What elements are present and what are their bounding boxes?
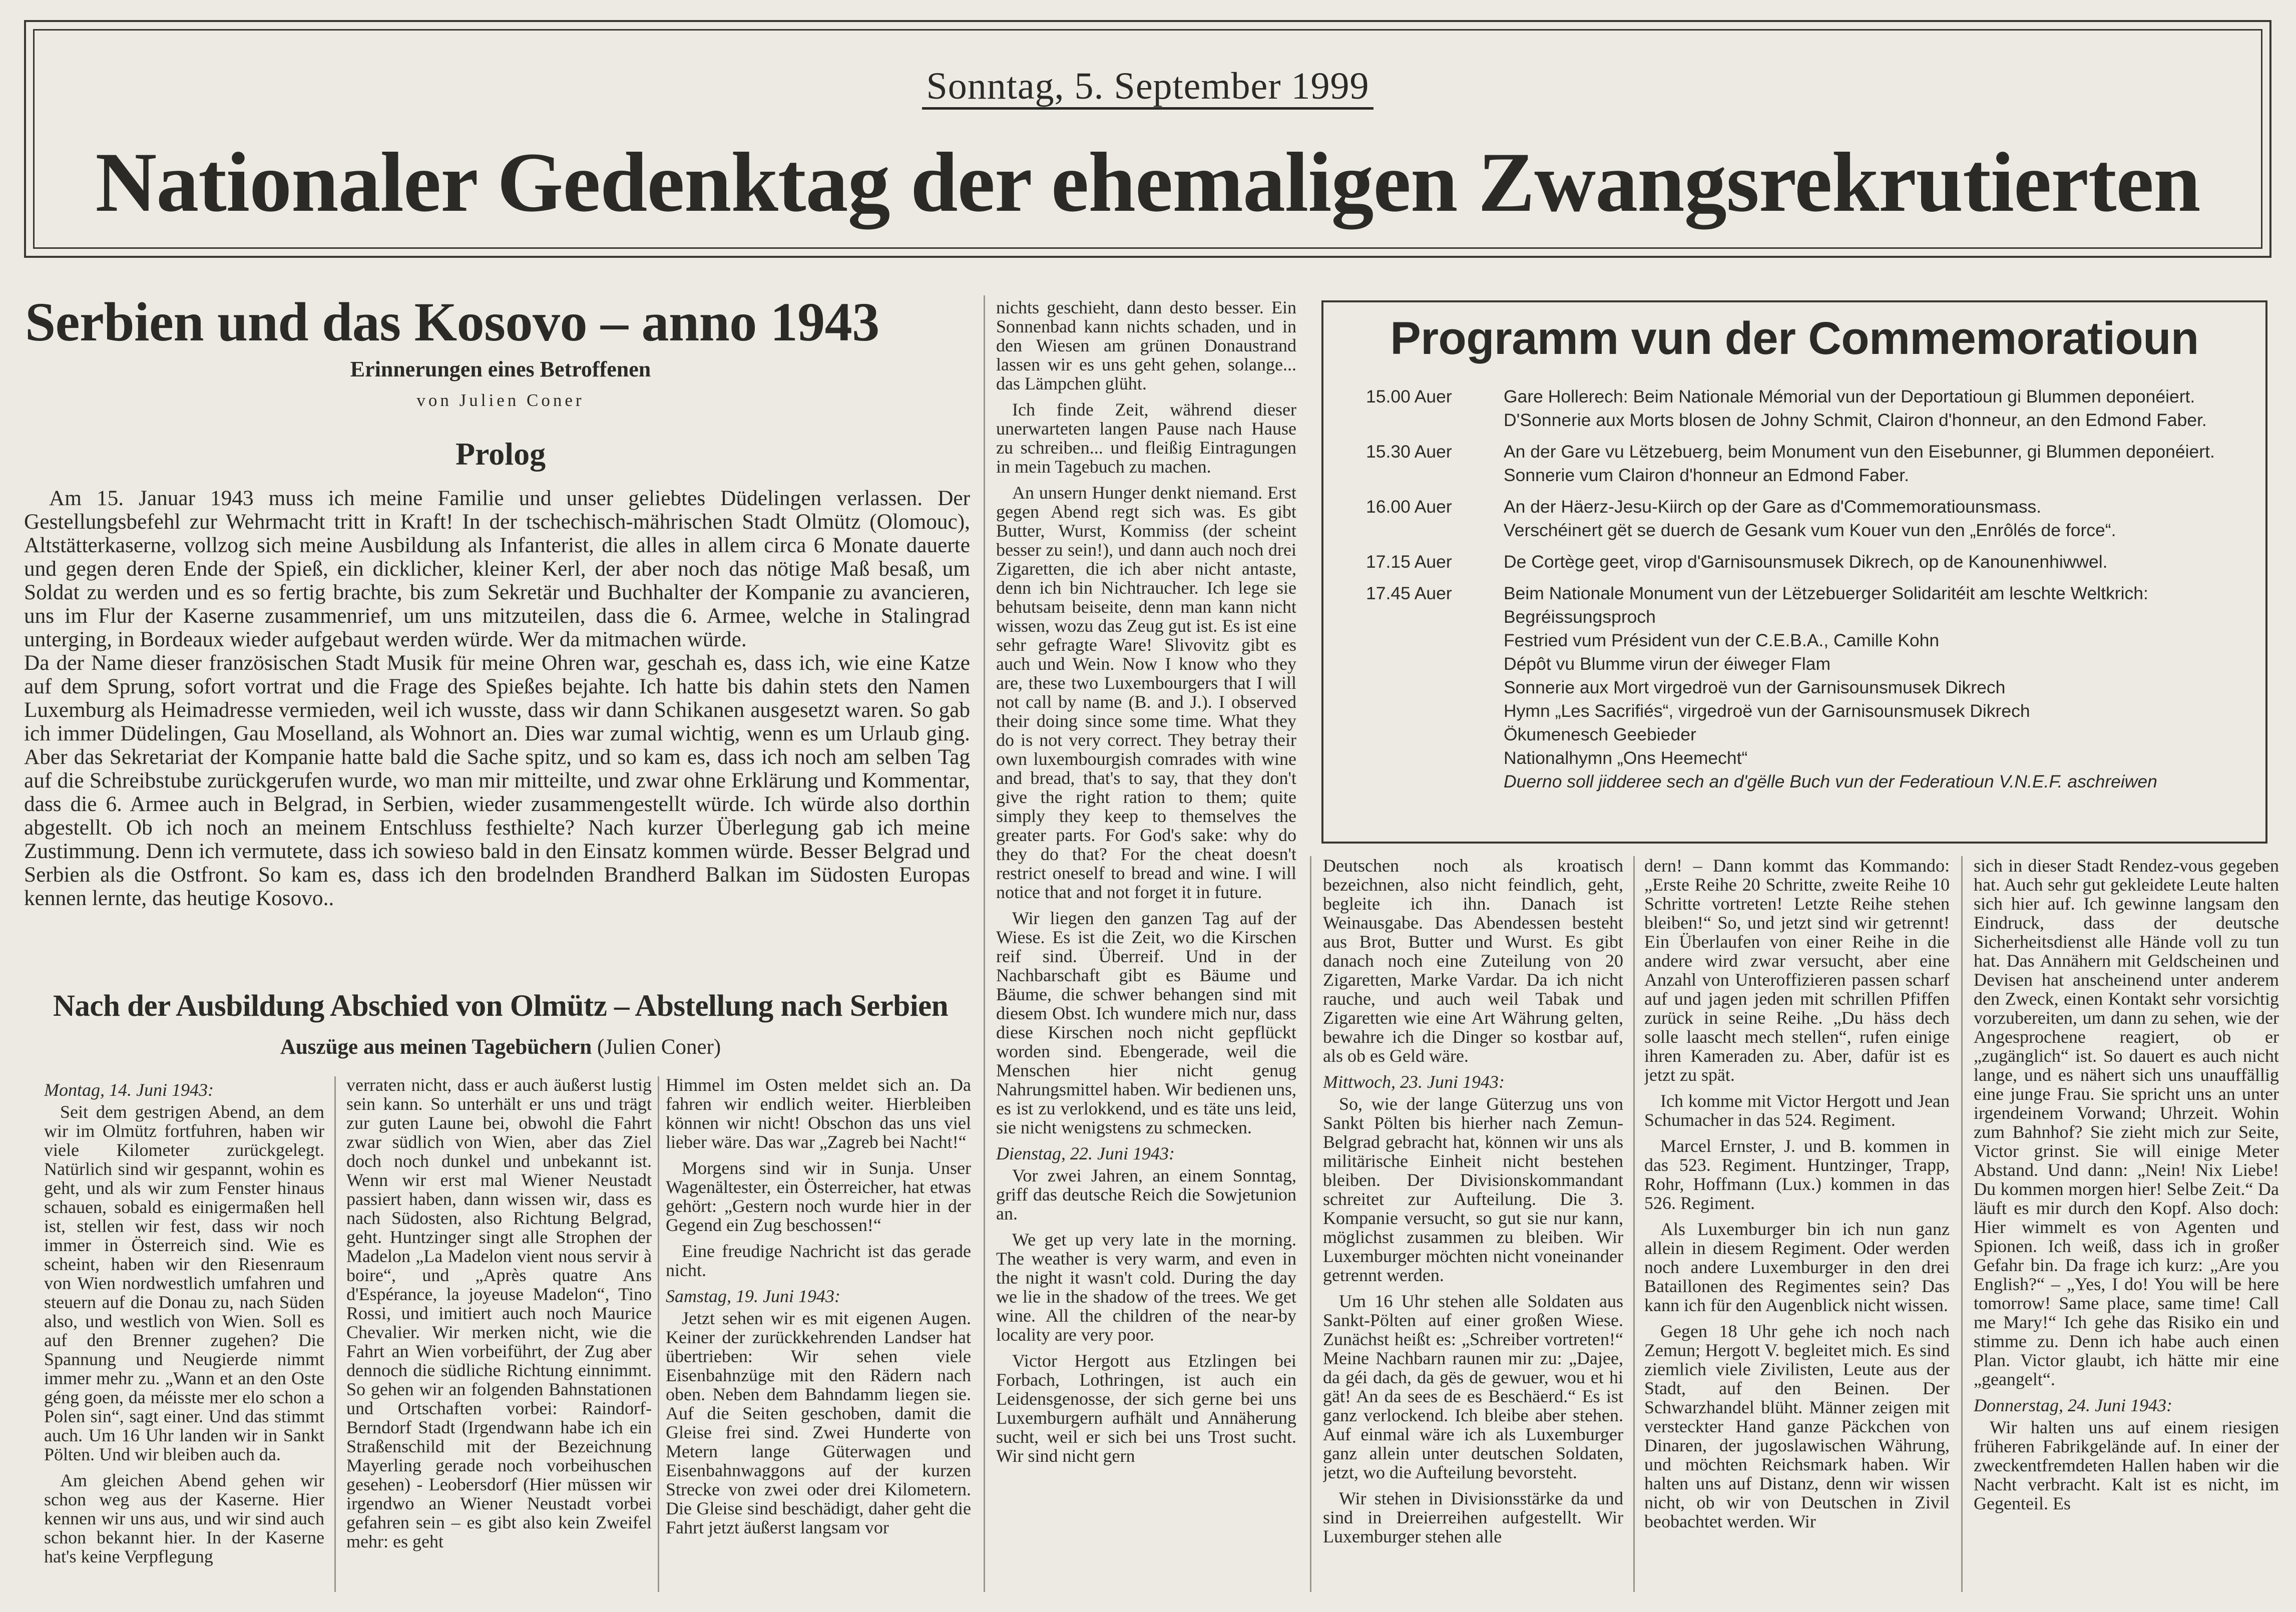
program-line: Festried vum Président vun der C.E.B.A., Camille Kohn (1504, 630, 1940, 650)
paragraph: Ich komme mit Victor Hergott und Jean Schumacher in das 524. Regiment. (1644, 1091, 1950, 1130)
paragraph: Um 16 Uhr stehen alle Soldaten aus Sankt-Pölten auf einer großen Wiese. Zunächst heißt es: „Schreiber vortreten!“ Meine Nachbarn raunen mir zu: „Dajee, da géi dach, da gës de gewuer, wou et hi gät! An da sees de es Beschäerd.“ Es ist ganz verlockend. Ich bleibe aber stehen. Auf einmal wäre ich als Luxemburger ganz allein unter deutschen Soldaten, jetzt, wo die Aufteilung bevorsteht. (1323, 1291, 1623, 1482)
paragraph: We get up very late in the morning. The weather is very warm, and even in the night it wasn't cold. During the day we lie in the shadow of the trees. We get wine. All the children of the near-by locality are very poor. (996, 1230, 1296, 1345)
column-divider (1310, 856, 1311, 1592)
paragraph: So, wie der lange Güterzug uns von Sankt Pölten bis hierher nach Zemun-Belgrad gebracht hat, können wir uns als militärische Einheit nicht bestehen bleiben. Der Divisionskommandant schreitet zur Aufteilung. Die 3. Kompanie versucht, so gut sie nur kann, möglichst zusammen zu bleiben. Wir Luxemburger möchten nicht voneinander getrennt werden. (1323, 1094, 1623, 1285)
prolog-paragraph: Am 15. Januar 1943 muss ich meine Familie und unser geliebtes Düdelingen verlassen. Der Gestellungsbefehl zur Wehrmacht tritt in Kraft! In der tschechisch-mährischen Stadt Olmütz (Olomouc), Altstätterkaserne, vollzog sich meine Ausbildung als Infanterist, die alles in allem circa 6 Monate dauerte und gegen deren Ende der Spieß, ein dicklicher, kleiner Kerl, der aber noch das nötige Maß besaß, um Soldat zu werden und es so fertig brachte, bis zum Sekretär und Buchhalter der Kompanie zu avancieren, uns im Flur der Kaserne zusammenrief, um uns mitzuteilen, dass die 6. Armee, welche in Stalingrad unterging, in Bordeaux wieder aufgebaut werden würde. Wer da mitmachen würde. (24, 486, 970, 651)
paragraph: Victor Hergott aus Etzlingen bei Forbach, Lothringen, ist auch ein Leidensgenosse, der sich gerne bei uns Luxemburgern aufhält und Annäherung sucht, weil er sich bei uns Trost sucht. Wir sind nicht gern (996, 1351, 1296, 1466)
column-divider (984, 295, 985, 1592)
paragraph: Am gleichen Abend gehen wir schon weg aus der Kaserne. Hier kennen wir uns aus, und wir sind auch schon bekannt hier. In der Kaserne hat's keine Verpflegung (44, 1470, 324, 1566)
column-divider (334, 1076, 336, 1592)
paragraph: Wir liegen den ganzen Tag auf der Wiese. Es ist die Zeit, wo die Kirschen reif sind. Überreif. Und in der Nachbarschaft gibt es Bäume und Bäume, die schwer behangen sind mit diesem Obst. Ich wundere mich nur, dass diese Kirschen noch nicht gepflückt worden sind. Ebengerade, weil die Menschen hier nicht genug Nahrungsmittel haben. Wir bedienen uns, es ist zu verlokkend, und es täte uns leid, sie nicht wenigstens zu schmecken. (996, 908, 1296, 1137)
paragraph: Himmel im Osten meldet sich an. Da fahren wir endlich weiter. Hierbleiben können wir nicht! Obschon das uns viel lieber wäre. Das war „Zagreb bei Nacht!“ (666, 1075, 971, 1152)
paragraph: Als Luxemburger bin ich nun ganz allein in diesem Regiment. Oder werden noch andere Luxemburger in den drei Bataillonen des Regimentes sein? Das kann ich für den Augenblick nicht wissen. (1644, 1219, 1950, 1315)
article-column-6 (1644, 856, 1950, 1597)
program-item (1366, 385, 2247, 432)
program-line: Dépôt vu Blumme virun der éiweger Flam (1504, 654, 1831, 674)
masthead (24, 20, 2271, 258)
paragraph: nichts geschieht, dann desto besser. Ein Sonnenbad kann nichts schaden, und in den Wiesen am grünen Donaustrand lassen wir es uns geht gehen, solange... das Lämpchen glüht. (996, 298, 1296, 393)
column-divider (658, 1076, 659, 1592)
section-subheading-author: (Julien Coner) (597, 1035, 721, 1059)
section-subheading (30, 1035, 971, 1059)
article-column-4 (996, 298, 1296, 1597)
program-line: Ökumenesch Geebieder (1504, 724, 1696, 744)
program-description (1504, 582, 2247, 793)
article-column-5 (1323, 856, 1623, 1597)
dateline: Montag, 14. Juni 1943: (44, 1080, 214, 1100)
masthead-date-text: Sonntag, 5. September 1999 (922, 65, 1373, 110)
article-column-2 (346, 1075, 652, 1596)
program-item (1366, 582, 2247, 793)
program-title: Programm vun der Commemoratioun (1390, 313, 2199, 364)
paragraph: verraten nicht, dass er auch äußerst lustig sein kann. So unterhält er uns und trägt zur guten Laune bei, obwohl die Fahrt zwar südlich von Wien, aber das Ziel doch noch dunkel und unbekannt ist. Wenn wir erst mal Wiener Neustadt passiert haben, dann wissen wir, dass es nach Südosten, also Richtung Belgrad, geht. Huntzinger singt alle Strophen der Madelon „La Madelon vient nous servir à boire“, und „Après quatre Ans d'Espérance, la joyeuse Madelon“, Tino Rossi, und imitiert auch noch Maurice Chevalier. Wir merken nicht, wie die Fahrt an Wien vorbeiführt, der Zug aber dennoch die südliche Richtung einnimmt. So gehen wir an folgenden Bahnstationen und Ortschaften vorbei: Raindorf-Berndorf Stadt (Irgendwann habe ich ein Straßenschild mit der Bezeichnung Mayerling gerade noch vorbeihuschen gesehen) - Leobersdorf (Hier müssen wir irgendwo an Wiener Neustadt vorbei gefahren sein – es gibt also kein Zweifel mehr: es geht (346, 1075, 652, 1551)
program-line: Beim Nationale Monument vun der Lëtzebuerger Solidaritéit am leschte Weltkrich: (1504, 583, 2148, 603)
program-time: 15.00 Auer (1366, 386, 1452, 407)
paragraph: Vor zwei Jahren, an einem Sonntag, griff das deutsche Reich die Sowjetunion an. (996, 1165, 1296, 1224)
program-item (1366, 495, 2247, 542)
prolog-paragraph: Da der Name dieser französischen Stadt Musik für meine Ohren war, geschah es, dass ich, wie eine Katze auf dem Sprung, sofort vortrat und die Frage des Spießes bejahte. Ich hatte bis dahin stets den Namen Luxemburg als Heimadresse vermieden, weil ich wusste, dass wir dann Schikanen ausgesetzt waren. So gab ich immer Düdelingen, Gau Moselland, als Wohnort an. Dies war zumal wichtig, wenn es um Urlaub ging. Aber das Sekretariat der Kompanie hatte bald die Sache spitz, und so kam es, dass ich noch am selben Tag auf die Schreibstube zurückgerufen wurde, wo man mir mitteilte, und zwar ohne Erklärung und Kommentar, dass die 6. Armee auch in Belgrad, in Serbien, wieder zusammengestellt würde. Ich würde also dorthin abgestellt. Ob ich noch an meinem Entschluss festhielte? Nach kurzer Überlegung gab ich meine Zustimmung. Denn ich vermutete, dass ich sowieso bald in den Einsatz kommen würde. Besser Belgrad und Serbien als die Ostfront. So kam es, dass ich den brodelnden Brandherd Balkan im Südosten Europas kennen lernte, das heutige Kosovo.. (24, 651, 970, 910)
paragraph: Ich finde Zeit, während dieser unerwarteten langen Pause nach Hause zu schreiben... und fleißig Eintragungen in mein Tagebuch zu machen. (996, 399, 1296, 477)
program-line: Nationalhymn „Ons Heemecht“ (1504, 748, 1748, 768)
section-subheading-bold: Auszüge aus meinen Tagebüchern (280, 1035, 592, 1059)
program-time: 17.45 Auer (1366, 583, 1452, 603)
program-line: Hymn „Les Sacrifiés“, virgedroë vun der Garnisounsmusek Dikrech (1504, 701, 2030, 721)
program-item (1366, 440, 2247, 487)
masthead-date (26, 65, 2269, 108)
program-line: Gare Hollerech: Beim Nationale Mémorial vun der Deportatioun gi Blummen deponéiert. (1504, 386, 2195, 407)
paragraph: Wir stehen in Divisionsstärke da und sind in Dreierreihen aufgestellt. Wir Luxemburger stehen alle (1323, 1488, 1623, 1546)
paragraph: Marcel Ernster, J. und B. kommen in das 523. Regiment. Huntzinger, Trapp, Rohr, Hoffmann (Lux.) kommen in das 526. Regiment. (1644, 1136, 1950, 1213)
dateline: Donnerstag, 24. Juni 1943: (1974, 1395, 2172, 1415)
paragraph: Eine freudige Nachricht ist das gerade nicht. (666, 1241, 971, 1280)
paragraph: Morgens sind wir in Sunja. Unser Wagenältester, ein Österreicher, hat etwas gehört: „Gestern noch wurde hier in der Gegend ein Zug beschossen!“ (666, 1158, 971, 1235)
prolog-text (24, 487, 970, 910)
program-line: Sonnerie vum Clairon d'honneur an Edmond Faber. (1504, 465, 1909, 485)
program-line: An der Häerz-Jesu-Kiirch op der Gare as d'Commemoratiounsmass. (1504, 497, 2042, 517)
program-item (1366, 550, 2247, 574)
program-description (1504, 440, 2247, 487)
program-time: 16.00 Auer (1366, 497, 1452, 517)
program-time: 17.15 Auer (1366, 552, 1452, 572)
paragraph: Jetzt sehen wir es mit eigenen Augen. Keiner der zurückkehrenden Landser hat übertrieben: Wir sehen viele Eisenbahnzüge mit den Rädern nach oben. Neben dem Bahndamm liegen sie. Auf die Seiten geschoben, damit die Gleise frei sind. Zwei Hunderte von Metern lange Güterwagen und Eisenbahnwaggons auf der kurzen Strecke von zwei oder drei Kilometern. Die Gleise sind beschädigt, daher geht die Fahrt jetzt äußerst langsam vor (666, 1308, 971, 1537)
program-list (1366, 385, 2247, 801)
paragraph: An unsern Hunger denkt niemand. Erst gegen Abend regt sich was. Es gibt Butter, Wurst, Kommiss (der scheint besser zu sein!), und dann auch noch drei Zigaretten, die ich aber nicht antaste, denn ich bin Nichtraucher. Ich lege sie behutsam beiseite, denn man kann nicht wissen, wozu das Zeug gut ist. Es ist eine sehr gefragte Ware! Slivovitz gibt es auch und Wein. Now I know who they are, these two Luxembourgers that I will not call by name (B. and J.). I observed their doing since some time. What they do is not very correct. They betray their own luxembourgish comrades with wine and bread, that's to say, that they don't give the right ration to them; quite simply they keep to themselves the greater parts. For God's sake: why do they do that? For the cheat doesn't restrict oneself to bread and wine. I will notice that and not forget it in future. (996, 483, 1296, 902)
paragraph: Seit dem gestrigen Abend, an dem wir im Olmütz fortfuhren, haben wir viele Kilometer zurückgelegt. Natürlich sind wir gespannt, wohin es geht, und als wir zum Fenster hinaus schauen, sobald es einigermaßen hell ist, stellen wir fest, dass wir noch immer in Österreich sind. Wie es scheint, haben wir den Riesenraum von Wien nordwestlich umfahren und steuern auf die Donau zu, nach Süden also, und westlich von Wien. Soll es auf den Brenner zugehen? Die Spannung und Neugierde nimmt immer mehr zu. „Wann et an den Oste géng goen, da méisste mer elo schon a Polen sin“, sagt einer. Und das stimmt auch. Um 16 Uhr landen wir in Sankt Pölten. Und wir bleiben auch da. (44, 1102, 324, 1464)
article-headline: Serbien und das Kosovo – anno 1943 (25, 291, 879, 352)
dateline: Samstag, 19. Juni 1943: (666, 1286, 840, 1306)
program-line: Sonnerie aux Mort virgedroë vun der Garnisounsmusek Dikrech (1504, 677, 2006, 697)
paragraph: dern! – Dann kommt das Kommando: „Erste Reihe 20 Schritte, zweite Reihe 10 Schritte vortreten! Letzte Reihe stehen bleiben!“ So, und jetzt sind wir getrennt! Ein Überlaufen von einer Reihe in die andere wird zwar versucht, aber eine Anzahl von Unteroffizieren passen scharf auf und jagen jeden mit schrillen Pfiffen zurück in seine Reihe. „Du häss dech solle laascht mech stellen“, rufen einige ihren Kameraden zu. Aber, dafür ist es jetzt zu spät. (1644, 856, 1950, 1085)
program-note: Duerno soll jiddereе sech an d'gëlle Buch vun der Federatioun V.N.E.F. aschreiwen (1504, 771, 2157, 791)
program-description (1504, 550, 2247, 574)
column-divider (1633, 856, 1635, 1592)
program-line: De Cortège geet, virop d'Garnisounsmusek Dikrech, op de Kanounenhiwwel. (1504, 552, 2108, 572)
article-subtitle: Erinnerungen eines Betroffenen (350, 357, 651, 381)
column-divider (1961, 856, 1963, 1592)
dateline: Dienstag, 22. Juni 1943: (996, 1143, 1175, 1163)
program-line: Verschéinert gët se duerch de Gesank vum Kouer vun den „Enrôlés de force“. (1504, 520, 2116, 540)
program-box (1321, 300, 2267, 844)
program-line: Begréissungsproch (1504, 607, 1656, 627)
program-line: D'Sonnerie aux Morts blosen de Johny Schmit, Clairon d'honneur, an den Edmond Faber. (1504, 410, 2207, 430)
paragraph: sich in dieser Stadt Rendez-vous gegeben hat. Auch sehr gut gekleidete Leute halten sich hier auf. Ich gewinne langsam den Eindruck, dass der deutsche Sicherheitsdienst alle Hände voll zu tun hat. Das Annähern mit Geldscheinen und Devisen hat anscheinend unter anderem den Zweck, einen Kontakt sehr vorsichtig vorzubereiten, um dann zu sehen, wie der Angesprochene reagiert, ob er „zugänglich“ ist. So dauert es auch nicht lange, und es nähert sich uns unauffällig eine junge Frau. Sie spricht uns an unter irgendeinem Vorwand; Uhrzeit. Wohin zum Bahnhof? Sie zieht mich zur Seite, Victor grinst. Sie will einige Meter Abstand. Und dann: „Nein! Nix Liebe! Du kommen morgen hier! Selbe Zeit.“ Da läuft es mir durch den Kopf. Also doch: Hier wimmelt es von Agenten und Spionen. Ich weiß, dass ich in großer Gefahr bin. Da frage ich kurz: „Are you English?“ – „Yes, I do! You will be here tomorrow! Same place, same time! Call me Mary!“ Ich gehe das Risiko ein und stimme zu. Denn ich habe auch einen Plan. Victor glaubt, ich hätte mir eine „geangelt“. (1974, 856, 2279, 1389)
article-column-1 (44, 1075, 324, 1596)
article-byline: von Julien Coner (416, 390, 585, 410)
program-line: An der Gare vu Lëtzebuerg, beim Monument vun den Eisebunner, gi Blummen deponéiert. (1504, 442, 2215, 462)
section-heading: Nach der Ausbildung Abschied von Olmütz – Abstellung nach Serbien (53, 989, 949, 1023)
program-description (1504, 495, 2247, 542)
paragraph: Deutschen noch als kroatisch bezeichnen, also nicht feindlich, geht, begleite ich ihn. Danach ist Weinausgabe. Das Abendessen besteht aus Brot, Butter und Wurst. Es gibt danach noch eine Zuteilung von 20 Zigaretten, Marke Vardar. Da ich nicht rauche, und auch weil Tabak und Zigaretten wie eine Art Währung gelten, bewahre ich die Dinger so kostbar auf, als ob es Geld wäre. (1323, 856, 1623, 1066)
dateline: Mittwoch, 23. Juni 1943: (1323, 1072, 1505, 1092)
article-column-7 (1974, 856, 2279, 1597)
prolog-heading: Prolog (455, 436, 546, 472)
masthead-title: Nationaler Gedenktag der ehemaligen Zwangsrekrutierten (95, 135, 2200, 229)
paragraph: Gegen 18 Uhr gehe ich noch nach Zemun; Hergott V. begleitet mich. Es sind ziemlich viele Zivilisten, Leute aus der Stadt, auf den Beinen. Der Schwarzhandel blüht. Männer zeigen mit versteckter Hand ganze Päckchen von Dinaren, der jugoslawischen Währung, und möchten Reichsmark haben. Wir halten uns auf Distanz, denn wir wissen nicht, ob wir von Deutschen in Zivil beobachtet werden. Wir (1644, 1321, 1950, 1531)
article-column-3 (666, 1075, 971, 1596)
program-time: 15.30 Auer (1366, 442, 1452, 462)
program-description (1504, 385, 2247, 432)
paragraph: Wir halten uns auf einem riesigen früheren Fabrikgelände auf. In einer der zweckentfremdeten Hallen haben wir die Nacht verbracht. Kalt ist es nicht, im Gegenteil. Es (1974, 1417, 2279, 1513)
